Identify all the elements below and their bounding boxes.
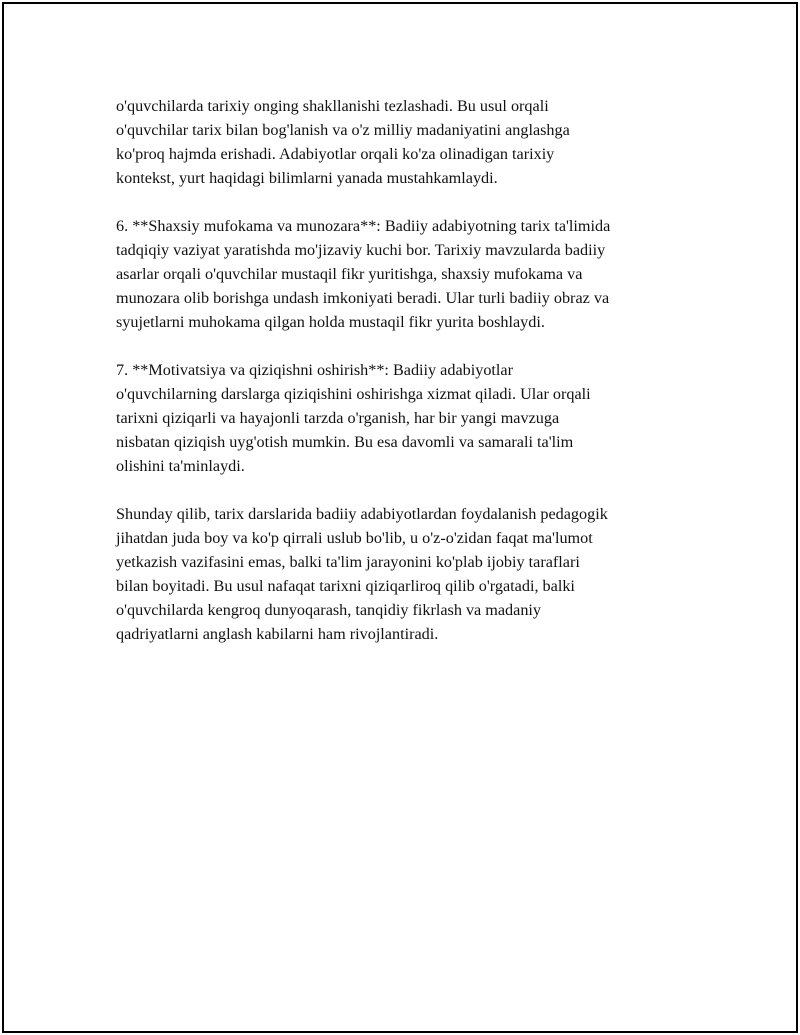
- paragraph-item-6: [116, 214, 696, 334]
- text-line: asarlar orqali o'quvchilar mustaqil fikr yuritishga, shaxsiy mufokama va: [116, 265, 583, 283]
- text-line: o'quvchilarning darslarga qiziqishini oshirishga xizmat qiladi. Ular orqali: [116, 385, 591, 403]
- text-line: munozara olib borishga undash imkoniyati beradi. Ular turli badiiy obraz va: [116, 289, 610, 307]
- text-line: tarixni qiziqarli va hayajonli tarzda o'rganish, har bir yangi mavzuga: [116, 409, 560, 427]
- text-line: kontekst, yurt haqidagi bilimlarni yanada mustahkamlaydi.: [116, 169, 498, 187]
- text-line: ko'proq hajmda erishadi. Adabiyotlar orqali ko'za olinadigan tarixiy: [116, 145, 555, 163]
- text-line: o'quvchilarda kengroq dunyoqarash, tanqidiy fikrlash va madaniy: [116, 601, 542, 619]
- text-line: 7. **Motivatsiya va qiziqishni oshirish**: Badiiy adabiyotlar: [116, 361, 513, 379]
- text-line: jihatdan juda boy va ko'p qirrali uslub bo'lib, u o'z-o'zidan faqat ma'lumot: [116, 529, 593, 547]
- text-line: nisbatan qiziqish uyg'otish mumkin. Bu esa davomli va samarali ta'lim: [116, 433, 574, 451]
- text-line: 6. **Shaxsiy mufokama va munozara**: Badiiy adabiyotning tarix ta'limida: [116, 217, 611, 235]
- text-line: bilan boyitadi. Bu usul nafaqat tarixni qiziqarliroq qilib o'rgatadi, balki: [116, 577, 575, 595]
- paragraph-conclusion: [116, 502, 696, 646]
- text-line: Shunday qilib, tarix darslarida badiiy adabiyotlardan foydalanish pedagogik: [116, 505, 608, 523]
- text-line: syujetlarni muhokama qilgan holda mustaqil fikr yurita boshlaydi.: [116, 313, 545, 331]
- text-line: yetkazish vazifasini emas, balki ta'lim jarayonini ko'plab ijobiy taraflari: [116, 553, 580, 571]
- text-line: o'quvchilar tarix bilan bog'lanish va o'z milliy madaniyatini anglashga: [116, 121, 570, 139]
- text-line: qadriyatlarni anglash kabilarni ham rivojlantiradi.: [116, 625, 439, 643]
- paragraph-item-7: [116, 358, 696, 478]
- document-body: [116, 94, 696, 670]
- text-line: o'quvchilarda tarixiy onging shakllanishi tezlashadi. Bu usul orqali: [116, 97, 549, 115]
- text-line: tadqiqiy vaziyat yaratishda mo'jizaviy kuchi bor. Tarixiy mavzularda badiiy: [116, 241, 606, 259]
- paragraph-historical-consciousness: [116, 94, 696, 190]
- text-line: olishini ta'minlaydi.: [116, 457, 245, 475]
